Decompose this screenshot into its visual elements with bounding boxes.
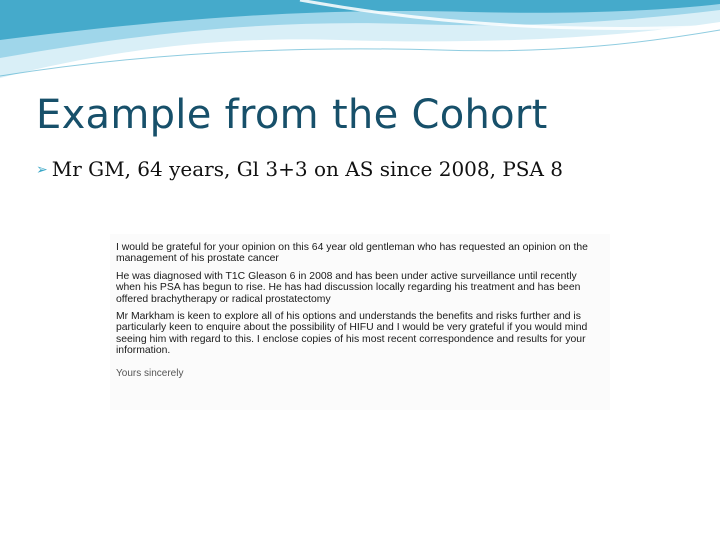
letter-paragraph-2: He was diagnosed with T1C Gleason 6 in 2008 and has been under active surveillance until recently when his PSA has begun to rise. He has had discussion locally regarding his treatment and has been offered brachytherapy or radical prostatectomy [116,270,581,305]
letter-signoff: Yours sincerely [116,367,184,379]
letter-excerpt-image [110,234,610,410]
bullet-text: Mr GM, 64 years, Gl 3+3 on AS since 2008, PSA 8 [51,157,564,181]
slide-title: Example from the Cohort [36,92,548,138]
letter-paragraph-3: Mr Markham is keen to explore all of his options and understands the benefits and risks further and is particularly keen to enquire about the possibility of HIFU and I would be very grateful if you would mind seeing him with regard to this. I enclose copies of his most recent correspondence and results for your information. [116,311,588,357]
arrow-bullet-icon: ➢ [36,162,48,178]
bullet-point [36,157,563,181]
letter-paragraph-1: I would be grateful for your opinion on this 64 year old gentleman who has requested an opinion on the management of his prostate cancer [116,242,588,265]
header-wave-decoration [0,0,720,90]
